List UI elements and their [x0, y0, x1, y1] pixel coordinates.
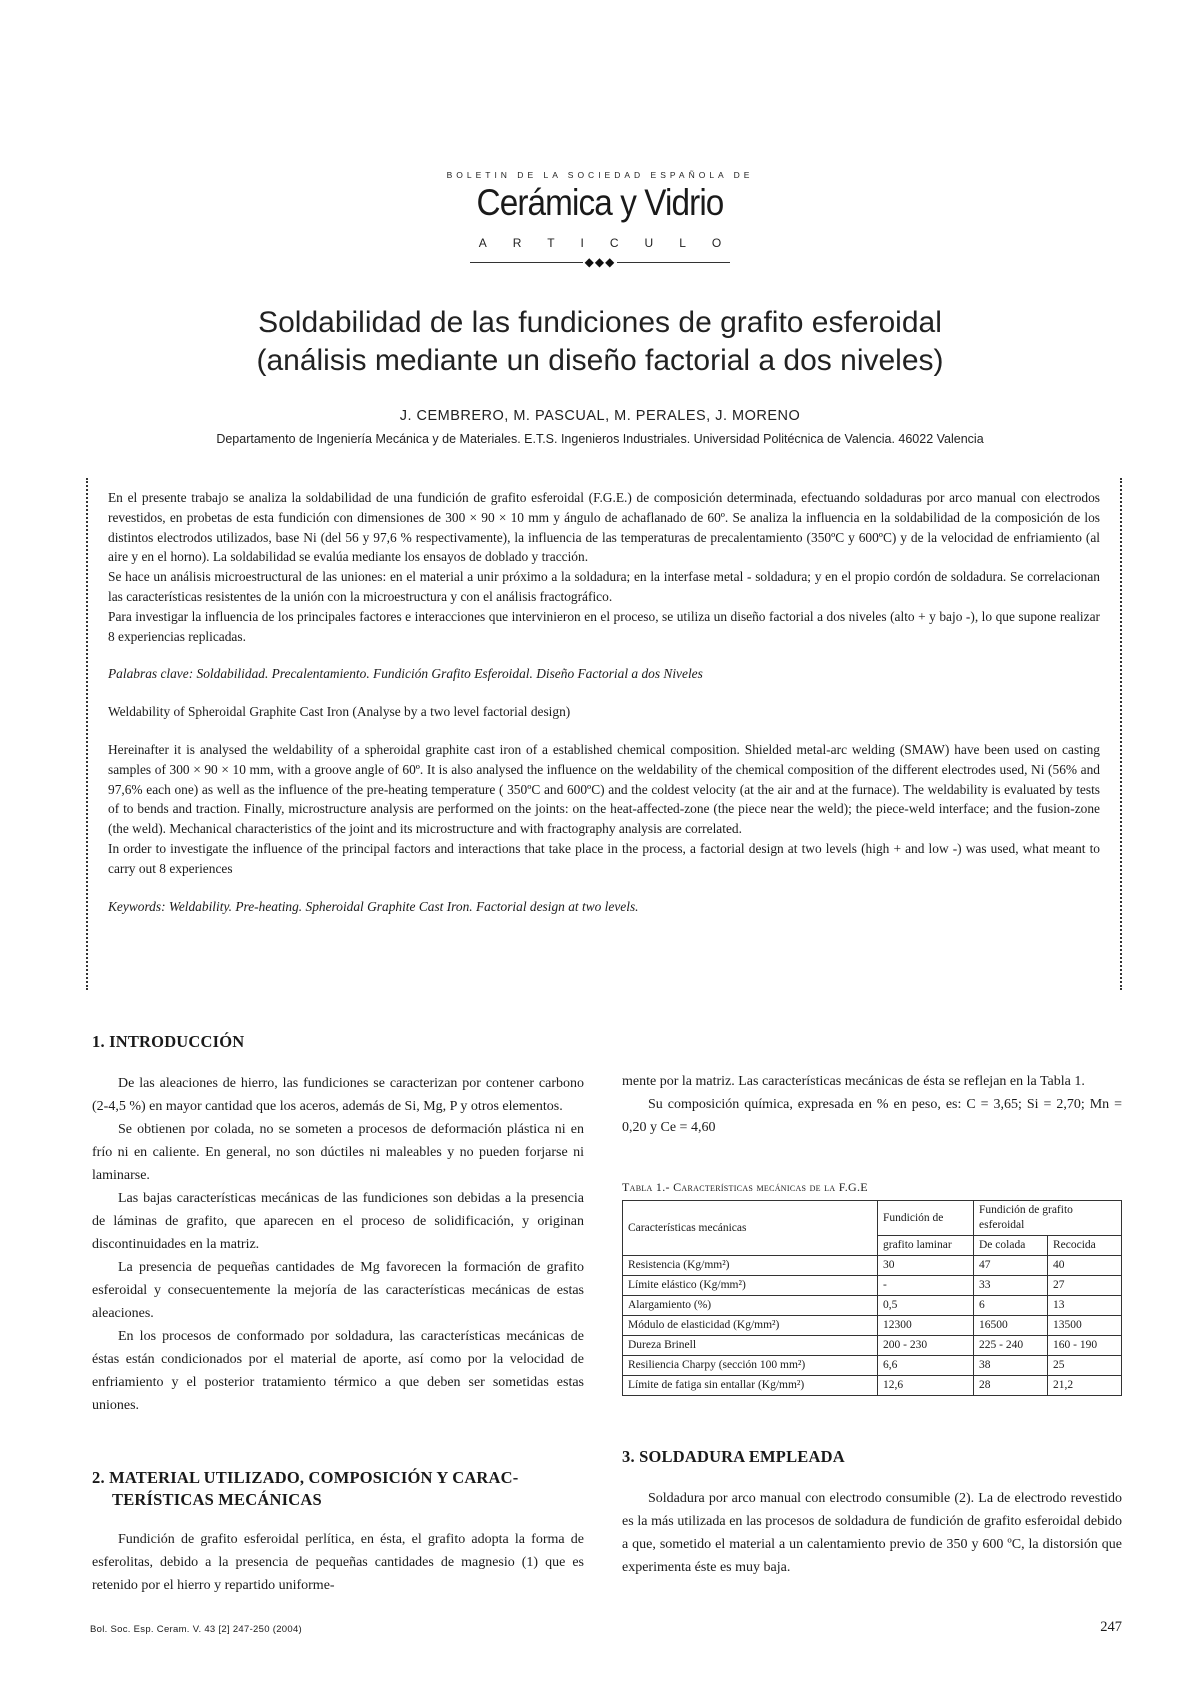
table-cell: Límite elástico (Kg/mm²)	[623, 1276, 878, 1296]
table-cell: Módulo de elasticidad (Kg/mm²)	[623, 1316, 878, 1336]
citation-footer: Bol. Soc. Esp. Ceram. V. 43 [2] 247-250 (2004)	[90, 1624, 303, 1635]
table-subheader-as-cast: De colada	[974, 1236, 1048, 1256]
masthead-section-label: ARTICULO	[478, 236, 748, 250]
keywords-es-label: Palabras clave:	[108, 666, 194, 682]
keywords-en-text: Weldability. Pre-heating. Spheroidal Graphite Cast Iron. Factorial design at two levels.	[168, 898, 639, 914]
table-cell: -	[878, 1276, 974, 1296]
table-cell: 21,2	[1048, 1376, 1122, 1396]
table-cell: Dureza Brinell	[623, 1336, 878, 1356]
table-row	[623, 1276, 1122, 1296]
table-cell: 12300	[878, 1316, 974, 1336]
section3-p1: Soldadura por arco manual con electrodo consumible (2). La de electrodo revestido es la más utilizada en las procesos de soldadura de fundición de grafito esferoidal debido a que, sometido el material a un calentamiento previo de 350 y 600 ºC, la distorsión que experimenta éste es muy baja.	[622, 1491, 1122, 1575]
table-cell: 27	[1048, 1276, 1122, 1296]
right-col-p2: Su composición química, expresada en % en peso, es: C = 3,65; Si = 2,70; Mn = 0,20 y Ce = 4,60	[622, 1097, 1122, 1135]
masthead-journal-name: Cerámica y Vidrio	[476, 182, 724, 223]
table-row	[623, 1336, 1122, 1356]
table-cell: 28	[974, 1376, 1048, 1396]
article-title	[0, 304, 1200, 380]
abstract-es-p1: En el presente trabajo se analiza la soldabilidad de una fundición de grafito esferoidal (F.G.E.) de composición determinada, efectuando soldaduras por arco manual con electrodos revestidos, en probetas de esta fundición con dimensiones de 300 × 90 × 10 mm y ángulo de achaflanado de 60º. Se analiza la influencia en la soldabilidad de la composición de los distintos electrodos utilizados, base Ni (del 56 y 97,6 % respectivamente), la influencia de las temperaturas de precalentamiento (350ºC y 600ºC) y de la velocidad de enfriamiento (al aire y en el horno). La soldabilidad se evalúa mediante los ensayos de doblado y tracción.	[108, 490, 1100, 565]
intro-p3: Las bajas características mecánicas de las fundiciones son debidas a la presencia de láminas de grafito, que aparecen en el proceso de solidificación, y originan discontinuidades en la matriz.	[92, 1191, 584, 1252]
table-cell: 47	[974, 1256, 1048, 1276]
table-cell: 6	[974, 1296, 1048, 1316]
intro-p4: La presencia de pequeñas cantidades de Mg favorecen la formación de grafito esferoidal y consecuentemente la mejoría de las características mecánicas de estas aleaciones.	[92, 1260, 584, 1321]
journal-masthead	[0, 170, 1200, 270]
table-cell: 12,6	[878, 1376, 974, 1396]
abstract-box	[86, 478, 1122, 990]
table-header-row	[623, 1201, 1122, 1236]
keywords-en	[108, 897, 1100, 917]
section2-body	[92, 1528, 584, 1597]
masthead-rule	[470, 256, 730, 270]
table-cell: Resiliencia Charpy (sección 100 mm²)	[623, 1356, 878, 1376]
right-column-top	[622, 1070, 1122, 1139]
table-cell: 160 - 190	[1048, 1336, 1122, 1356]
article-affiliation: Departamento de Ingeniería Mecánica y de Materiales. E.T.S. Ingenieros Industriales. Universidad Politécnica de Valencia. 46022 Valencia	[216, 432, 984, 446]
table-cell: Límite de fatiga sin entallar (Kg/mm²)	[623, 1376, 878, 1396]
english-title: Weldability of Spheroidal Graphite Cast Iron (Analyse by a two level factorial design)	[108, 704, 571, 720]
keywords-es-text: Soldabilidad. Precalentamiento. Fundición Grafito Esferoidal. Diseño Factorial a dos Niveles	[196, 666, 703, 682]
table-cell: 25	[1048, 1356, 1122, 1376]
article-title-line1: Soldabilidad de las fundiciones de grafito esferoidal	[258, 306, 942, 339]
section3-body	[622, 1487, 1122, 1579]
table-cell: 13	[1048, 1296, 1122, 1316]
intro-p5: En los procesos de conformado por soldadura, las características mecánicas de éstas están condicionados por el material de aporte, así como por la velocidad de enfriamiento y el posterior tratamiento térmico a que deben ser sometidas estas uniones.	[92, 1329, 584, 1413]
table-row	[623, 1316, 1122, 1336]
section1-heading: 1. INTRODUCCIÓN	[92, 1032, 245, 1051]
table-header-spheroidal: Fundición de grafito esferoidal	[974, 1201, 1122, 1236]
abstract-es-p2: Se hace un análisis microestructural de las uniones: en el material a unir próximo a la soldadura; en la interfase metal - soldadura; y en el propio cordón de soldadura. Se correlacionan las características resistentes de la unión con la microestructura y con el análisis fractográfico.	[108, 569, 1100, 604]
keywords-es	[108, 664, 1100, 684]
table-row	[623, 1256, 1122, 1276]
article-title-line2: (análisis mediante un diseño factorial a dos niveles)	[256, 344, 944, 377]
article-authors: J. CEMBRERO, M. PASCUAL, M. PERALES, J. MORENO	[399, 408, 801, 424]
table-cell: 38	[974, 1356, 1048, 1376]
right-col-p1: mente por la matriz. Las características mecánicas de ésta se reflejan en la Tabla 1.	[622, 1074, 1085, 1089]
table-cell: 225 - 240	[974, 1336, 1048, 1356]
table-header-characteristics: Características mecánicas	[623, 1201, 878, 1256]
section2-p1: Fundición de grafito esferoidal perlítica, en ésta, el grafito adopta la forma de esferolitas, debido a la presencia de pequeñas cantidades de magnesio (1) que es retenido por el hierro y repartido uniforme-	[92, 1532, 584, 1593]
table-cell: 6,6	[878, 1356, 974, 1376]
left-column	[92, 1072, 584, 1417]
page-number: 247	[1100, 1619, 1122, 1635]
masthead-society: BOLETIN DE LA SOCIEDAD ESPAÑOLA DE	[446, 170, 754, 180]
table-cell: 33	[974, 1276, 1048, 1296]
section3-heading: 3. SOLDADURA EMPLEADA	[622, 1447, 845, 1466]
table-cell: Alargamiento (%)	[623, 1296, 878, 1316]
abstract-en-p1: Hereinafter it is analysed the weldability of a spheroidal graphite cast iron of a established chemical composition. Shielded metal-arc welding (SMAW) have been used on casting samples of 300 × 90 × 10 mm, with a groove angle of 60º. It is also analysed the influence on the weldability of the chemical composition of the different electrodes used, Ni (56% and 97,6% each one) as well as the influence of the pre-heating temperature ( 350ºC and 600ºC) and the coldest velocity (at the air and at the furnace). The weldability is evaluated by tests of to bends and traction. Finally, microstructure analysis are performed on the joints: on the heat-affected-zone (the piece near the weld); the piece-weld interface; and the fusion-zone (the weld). Mechanical characteristics of the joint and its microstructure and with fractography analysis are correlated.	[108, 741, 1100, 837]
keywords-en-label: Keywords:	[108, 898, 166, 914]
table-row	[623, 1376, 1122, 1396]
table-cell: 200 - 230	[878, 1336, 974, 1356]
table-row	[623, 1356, 1122, 1376]
table-cell: 0,5	[878, 1296, 974, 1316]
abstract-es-p3: Para investigar la influencia de los principales factores e interacciones que intervinieron en el proceso, se utiliza un diseño factorial a dos niveles (alto + y bajo -), lo que supone realizar 8 experiencias replicadas.	[108, 608, 1100, 644]
section2-heading-line1: 2. MATERIAL UTILIZADO, COMPOSICIÓN Y CARAC-	[92, 1468, 519, 1487]
table1-caption: Tabla 1.- Características mecánicas de la F.G.E	[622, 1180, 868, 1194]
table-cell: 40	[1048, 1256, 1122, 1276]
diamond-ornament-icon: ◆◆◆	[584, 255, 616, 269]
intro-p2: Se obtienen por colada, no se someten a procesos de deformación plástica ni en frío ni en caliente. En general, no son dúctiles ni maleables y no pueden forjarse ni laminarse.	[92, 1122, 584, 1183]
section2-heading-line2: TERÍSTICAS MECÁNICAS	[112, 1490, 322, 1509]
table-cell: 16500	[974, 1316, 1048, 1336]
table-header-laminar: Fundición de	[878, 1201, 974, 1236]
table-subheader-laminar: grafito laminar	[878, 1236, 974, 1256]
table-cell: Resistencia (Kg/mm²)	[623, 1256, 878, 1276]
abstract-en-p2: In order to investigate the influence of the principal factors and interactions that take place in the process, a factorial design at two levels (high + and low -) was used, what meant to carry out 8 experiences	[108, 840, 1100, 876]
table1-mechanical-properties	[622, 1200, 1122, 1396]
table-subheader-annealed: Recocida	[1048, 1236, 1122, 1256]
intro-p1: De las aleaciones de hierro, las fundiciones se caracterizan por contener carbono (2-4,5 %) en mayor cantidad que los aceros, además de Si, Mg, P y otros elementos.	[92, 1076, 584, 1114]
table-cell: 13500	[1048, 1316, 1122, 1336]
table-cell: 30	[878, 1256, 974, 1276]
table-row	[623, 1296, 1122, 1316]
section2-heading	[92, 1467, 584, 1511]
